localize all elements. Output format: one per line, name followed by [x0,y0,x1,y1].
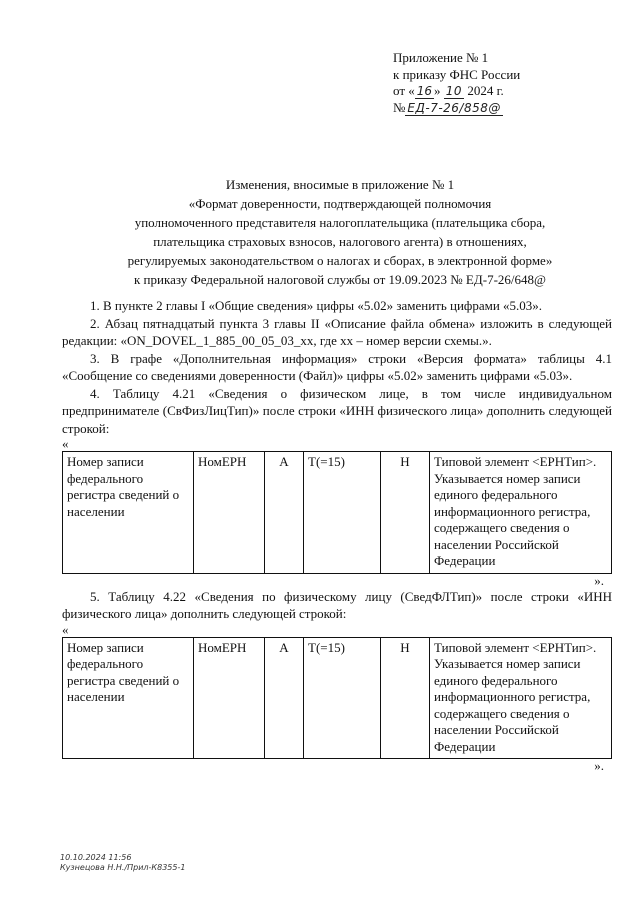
item-3: 3. В графе «Дополнительная информация» строки «Версия формата» таблицы 4.1 «Сообщение со сведениями доверенности (Файл)» цифры «5.02» заменить цифрами «5.03». [62,350,612,383]
item-5: 5. Таблицу 4.22 «Сведения по физическому лицу (СведФЛТип)» после строки «ИНН физического лица» дополнить следующей строкой: [62,588,612,621]
table-4-21-insert [62,451,612,574]
cell-info: Типовой элемент <ЕРНТип>. Указывается номер записи единого федерального информационного регистра, содержащего сведения о населении Российской Федерации [430,637,612,759]
item-1: 1. В пункте 2 главы I «Общие сведения» цифры «5.02» заменить цифрами «5.03». [90,298,543,313]
appendix-line2: к приказу ФНС России [393,66,521,82]
appendix-date: от « 16 » 10 2024 г. [393,83,504,98]
table-4-22-insert [62,637,612,760]
appendix-number: № ЕД-7-26/858@ [393,99,501,115]
cell-type: А [265,637,304,759]
cell-req: Н [381,452,430,574]
cell-format: Т(=15) [304,637,381,759]
handwritten-month: 10 [445,84,463,98]
cell-name: Номер записи федерального регистра сведений о населении [63,452,194,574]
table-row [63,452,612,574]
handwritten-day: 16 [416,84,433,98]
cell-code: НомЕРН [194,452,265,574]
footer-stamp [60,853,185,873]
handwritten-order-number: ЕД-7-26/858@ [407,100,501,115]
cell-type: А [265,452,304,574]
cell-req: Н [381,637,430,759]
title-line: уполномоченного представителя налогоплательщика (плательщика сбора, [134,215,546,230]
quote-open: « [62,621,69,637]
cell-name: Номер записи федерального регистра сведений о населении [63,637,194,759]
item-2: 2. Абзац пятнадцатый пункта 3 главы II «Описание файла обмена» изложить в следующей редакции: «ON_DOVEL_1_885_00_05_03_xx, где хх – номер версии схемы.». [62,315,612,348]
quote-close: ». [594,758,604,773]
appendix-header [393,50,613,116]
footer-timestamp: 10.10.2024 11:56 [60,853,132,862]
appendix-line1: Приложение № 1 [393,50,489,65]
title-line: к приказу Федеральной налоговой службы от 19.09.2023 № ЕД-7-26/648@ [133,272,546,287]
title-line: плательщика страховых взносов, налогового агента) в отношениях, [153,234,527,249]
document-title [60,175,620,289]
title-line: «Формат доверенности, подтверждающей полномочия [188,196,492,211]
title-line: Изменения, вносимые в приложение № 1 [225,177,455,192]
footer-author: Кузнецова Н.Н./Прил-К8355-1 [60,863,186,872]
cell-code: НомЕРН [194,637,265,759]
cell-format: Т(=15) [304,452,381,574]
title-line: регулируемых законодательством о налогах и сборах, в электронной форме» [127,253,553,268]
quote-close: ». [594,572,604,588]
cell-info: Типовой элемент <ЕРНТип>. Указывается номер записи единого федерального информационного регистра, содержащего сведения о населении Российской Федерации [430,452,612,574]
quote-open: « [62,436,69,451]
document-body [62,297,612,773]
table-row [63,637,612,759]
item-4: 4. Таблицу 4.21 «Сведения о физическом лице, в том числе индивидуальном предпринимателе (СвФизЛицТип)» после строки «ИНН физического лица» дополнить следующей строкой: [62,385,612,436]
